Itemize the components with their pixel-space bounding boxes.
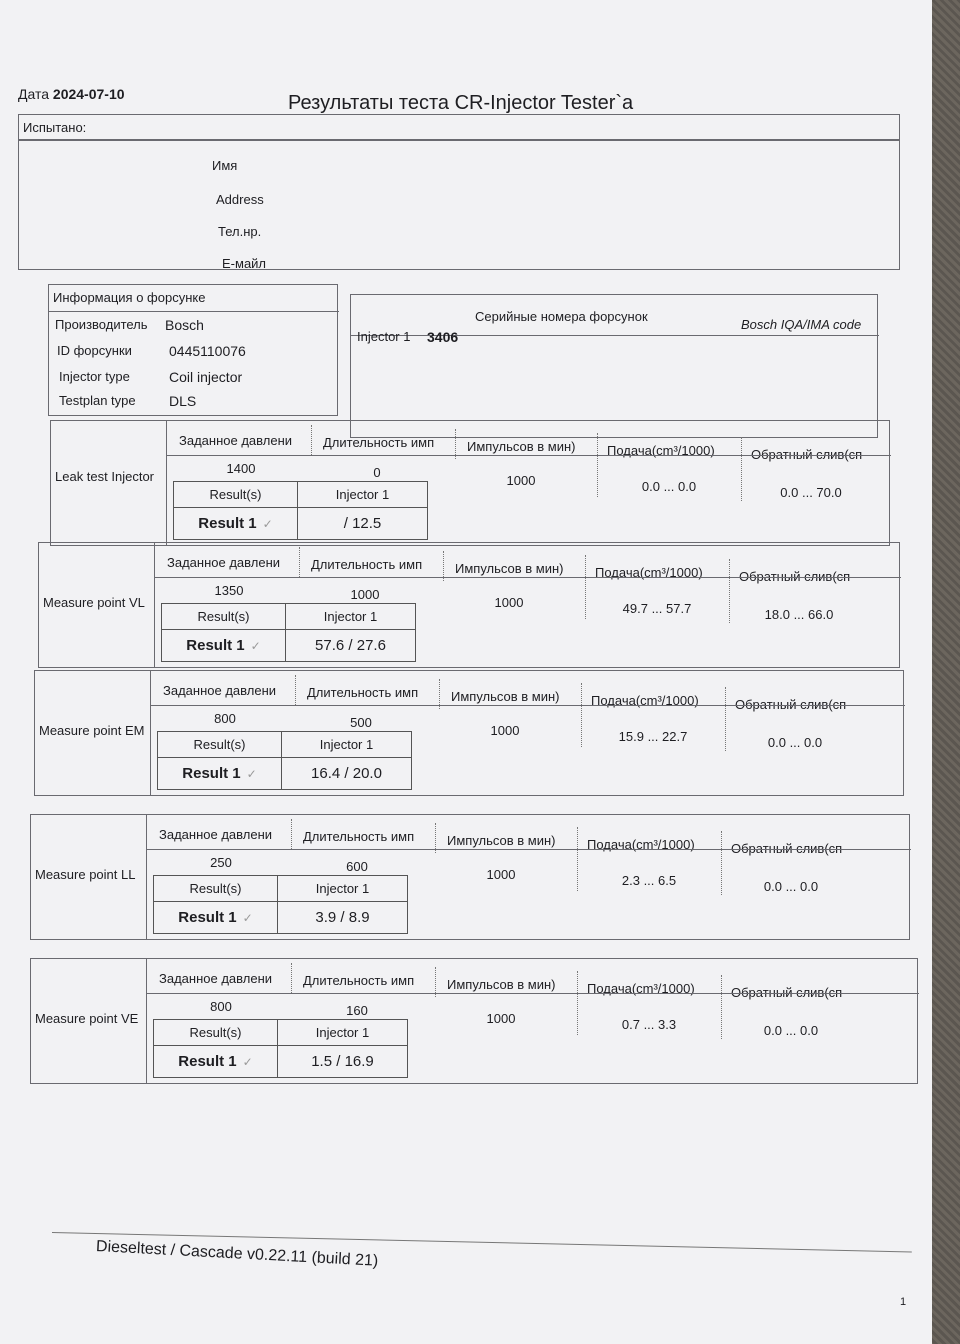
header-divider — [147, 993, 919, 994]
backflow-value: 0.0 ... 70.0 — [780, 485, 842, 500]
pulses-value: 1000 — [490, 723, 520, 738]
results-header: Result(s) — [154, 1020, 278, 1046]
pulses-value: 1000 — [486, 1011, 516, 1026]
pulses-value: 1000 — [486, 867, 516, 882]
result-row-label — [154, 1046, 278, 1078]
col-sep — [597, 433, 598, 497]
serial-row-label: Injector 1 — [357, 329, 411, 344]
test-name-cell — [31, 959, 147, 1083]
footer-software: Dieseltest / Cascade v0.22.11 (build 21) — [95, 1238, 379, 1270]
col-sep — [443, 551, 444, 581]
test-name: Measure point VL — [43, 595, 145, 610]
pulses-value: 1000 — [494, 595, 524, 610]
delivery-value: 0.7 ... 3.3 — [621, 1017, 677, 1032]
injector-header: Injector 1 — [282, 732, 412, 758]
header-divider — [167, 455, 891, 456]
col-pressure: Заданное давлени — [167, 555, 281, 570]
col-pulses: Импульсов в мин) — [455, 561, 564, 576]
field-phone: Тел.нр. — [218, 224, 262, 239]
result-value: / 12.5 — [298, 508, 428, 540]
tested-body — [18, 140, 900, 270]
col-delivery: Подача(cm³/1000) — [587, 837, 695, 852]
col-delivery: Подача(cm³/1000) — [595, 565, 703, 580]
injector-type-value: Coil injector — [169, 369, 243, 385]
col-sep — [439, 679, 440, 709]
check-icon: ✓ — [242, 1055, 253, 1069]
test-block — [34, 670, 904, 796]
col-delivery: Подача(cm³/1000) — [587, 981, 695, 996]
col-sep — [435, 823, 436, 853]
result-label: Result 1 — [178, 909, 237, 926]
duration-value: 600 — [346, 859, 368, 874]
col-sep — [577, 971, 578, 1035]
col-pressure: Заданное давлени — [159, 971, 273, 986]
col-sep — [585, 555, 586, 619]
duration-value: 500 — [350, 715, 372, 730]
col-sep — [721, 975, 722, 1039]
col-backflow: Обратный слив(сп — [735, 697, 847, 712]
backflow-value: 0.0 ... 0.0 — [767, 735, 823, 750]
col-pulses: Импульсов в мин) — [467, 439, 576, 454]
col-pulses: Импульсов в мин) — [451, 689, 560, 704]
col-duration: Длительность имп — [311, 557, 423, 572]
col-sep — [311, 425, 312, 455]
col-pulses: Импульсов в мин) — [447, 977, 556, 992]
results-header: Result(s) — [158, 732, 282, 758]
col-duration: Длительность имп — [323, 435, 435, 450]
col-backflow: Обратный слив(сп — [731, 841, 843, 856]
result-value: 16.4 / 20.0 — [282, 758, 412, 790]
test-name: Measure point EM — [39, 723, 145, 738]
test-name: Measure point VE — [35, 1011, 139, 1026]
results-header: Result(s) — [154, 876, 278, 902]
duration-value: 0 — [373, 465, 381, 480]
col-sep — [577, 827, 578, 891]
result-label: Result 1 — [198, 515, 257, 532]
serials-section — [350, 294, 878, 438]
duration-value: 1000 — [350, 587, 380, 602]
report-date — [18, 86, 125, 102]
result-table — [153, 1019, 408, 1078]
results-header: Result(s) — [162, 604, 286, 630]
col-duration: Длительность имп — [303, 829, 415, 844]
col-pulses: Импульсов в мин) — [447, 833, 556, 848]
delivery-value: 2.3 ... 6.5 — [621, 873, 677, 888]
col-duration: Длительность имп — [303, 973, 415, 988]
result-row-label — [158, 758, 282, 790]
tested-section — [18, 114, 900, 270]
injector-header: Injector 1 — [286, 604, 416, 630]
result-table — [157, 731, 412, 790]
check-icon: ✓ — [250, 639, 261, 653]
col-sep — [291, 963, 292, 993]
col-duration: Длительность имп — [307, 685, 419, 700]
col-sep — [721, 831, 722, 895]
col-delivery: Подача(cm³/1000) — [607, 443, 715, 458]
test-name-cell — [35, 671, 151, 795]
col-backflow: Обратный слив(сп — [751, 447, 863, 462]
backflow-value: 0.0 ... 0.0 — [763, 1023, 819, 1038]
pressure-value: 800 — [214, 711, 236, 726]
result-row-label — [154, 902, 278, 934]
result-label: Result 1 — [182, 765, 241, 782]
col-sep — [455, 429, 456, 459]
result-row-label — [174, 508, 298, 540]
test-name-cell — [31, 815, 147, 939]
test-block — [38, 542, 900, 668]
col-sep — [741, 437, 742, 501]
result-table — [161, 603, 416, 662]
delivery-value: 49.7 ... 57.7 — [622, 601, 692, 616]
page-title: Результаты теста CR-Injector Tester`a — [288, 92, 634, 114]
header-divider — [155, 577, 901, 578]
result-label: Result 1 — [186, 637, 245, 654]
date-label: Дата — [18, 86, 50, 102]
col-sep — [581, 683, 582, 747]
result-table — [153, 875, 408, 934]
tested-header — [18, 114, 900, 140]
header-divider — [147, 849, 911, 850]
test-name: Measure point LL — [35, 867, 136, 882]
pressure-value: 1350 — [214, 583, 244, 598]
col-sep — [299, 547, 300, 577]
manufacturer-value: Bosch — [165, 317, 204, 333]
backflow-value: 18.0 ... 66.0 — [764, 607, 834, 622]
injector-id-value: 0445110076 — [169, 343, 246, 359]
col-backflow: Обратный слив(сп — [731, 985, 843, 1000]
header-divider — [151, 705, 905, 706]
iqa-code-header: Bosch IQA/IMA code — [741, 317, 862, 332]
duration-value: 160 — [346, 1003, 368, 1018]
col-sep — [295, 675, 296, 705]
col-sep — [725, 687, 726, 751]
check-icon: ✓ — [246, 767, 257, 781]
test-name-cell — [39, 543, 155, 667]
page-number: 1 — [900, 1296, 907, 1308]
pressure-value: 1400 — [226, 461, 256, 476]
result-value: 3.9 / 8.9 — [278, 902, 408, 934]
injector-id-label: ID форсунки — [57, 343, 132, 358]
injector-info-section — [48, 284, 338, 416]
results-header: Result(s) — [174, 482, 298, 508]
col-sep — [729, 559, 730, 623]
col-pressure: Заданное давлени — [159, 827, 273, 842]
col-pressure: Заданное давлени — [179, 433, 293, 448]
delivery-value: 15.9 ... 22.7 — [618, 729, 688, 744]
tested-title: Испытано: — [23, 120, 87, 135]
injector-header: Injector 1 — [298, 482, 428, 508]
test-name-cell — [51, 421, 167, 545]
pressure-value: 250 — [210, 855, 232, 870]
backflow-value: 0.0 ... 0.0 — [763, 879, 819, 894]
result-label: Result 1 — [178, 1053, 237, 1070]
test-block — [30, 958, 918, 1084]
field-address: Address — [216, 192, 264, 207]
test-block — [50, 420, 890, 546]
field-name: Имя — [212, 158, 238, 173]
col-sep — [435, 967, 436, 997]
check-icon: ✓ — [242, 911, 253, 925]
result-table — [173, 481, 428, 540]
injector-header: Injector 1 — [278, 1020, 408, 1046]
pressure-value: 800 — [210, 999, 232, 1014]
date-value: 2024-07-10 — [52, 86, 125, 102]
col-delivery: Подача(cm³/1000) — [591, 693, 699, 708]
test-block — [30, 814, 910, 940]
serial-row-value: 3406 — [427, 329, 459, 345]
test-name: Leak test Injector — [55, 469, 154, 484]
injector-info-title: Информация о форсунке — [53, 290, 206, 305]
delivery-value: 0.0 ... 0.0 — [641, 479, 697, 494]
info-divider — [49, 311, 339, 312]
result-row-label — [162, 630, 286, 662]
result-value: 57.6 / 27.6 — [286, 630, 416, 662]
serials-header: Серийные номера форсунок — [475, 309, 648, 324]
injector-header: Injector 1 — [278, 876, 408, 902]
result-value: 1.5 / 16.9 — [278, 1046, 408, 1078]
check-icon: ✓ — [262, 517, 273, 531]
pulses-value: 1000 — [506, 473, 536, 488]
col-pressure: Заданное давлени — [163, 683, 277, 698]
col-sep — [291, 819, 292, 849]
testplan-type-value: DLS — [169, 393, 197, 409]
manufacturer-label: Производитель — [55, 317, 148, 332]
testplan-type-label: Testplan type — [59, 393, 136, 408]
field-email: Е-майл — [222, 256, 267, 271]
col-backflow: Обратный слив(сп — [739, 569, 851, 584]
injector-type-label: Injector type — [59, 369, 130, 384]
